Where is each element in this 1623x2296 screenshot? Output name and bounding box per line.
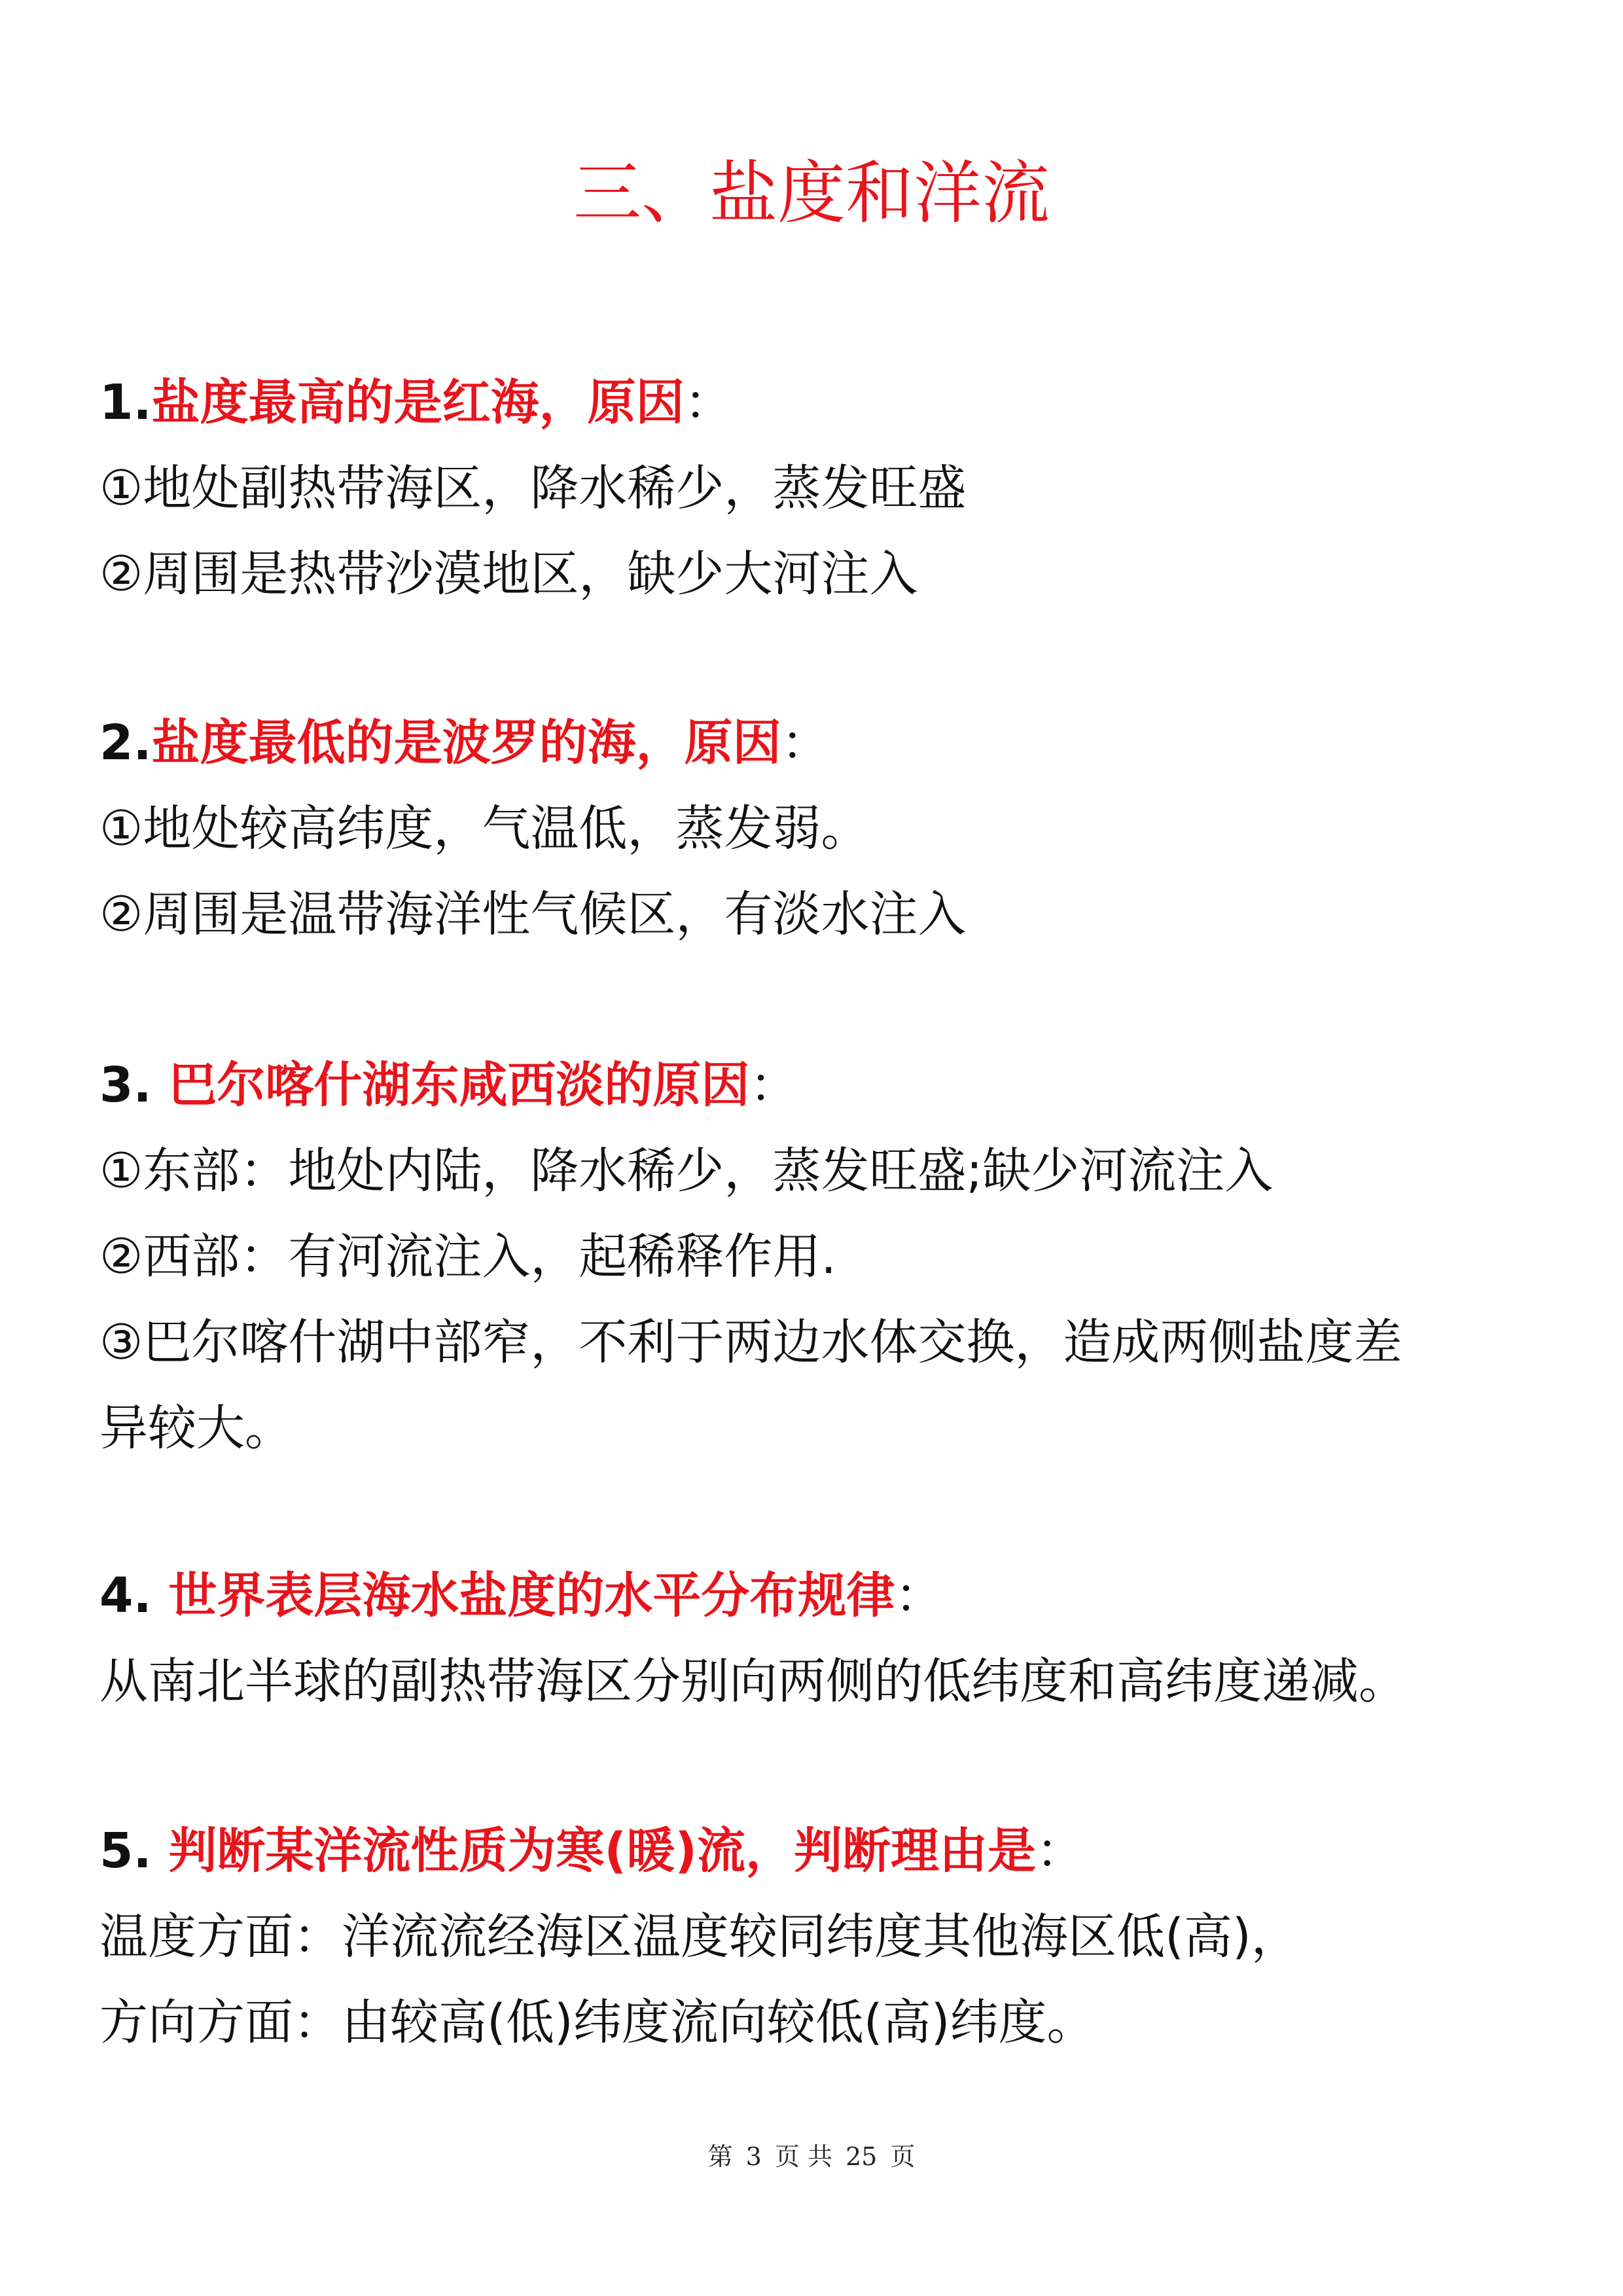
section-5-line-1: 温度方面：洋流流经海区温度较同纬度其他海区低(高)， [99, 1909, 1300, 1965]
section-3-colon: ： [749, 1057, 798, 1113]
section-1-line-1: ①地处副热带海区，降水稀少，蒸发旺盛 [99, 460, 967, 516]
section-5-heading [99, 1808, 1539, 1894]
footer-suffix: 页 [890, 2142, 916, 2171]
section-1 [99, 360, 1539, 617]
section-3-line-3: ③巴尔喀什湖中部窄，不利于两边水体交换，造成两侧盐度差 [99, 1314, 1402, 1371]
section-4-number: 4. [99, 1568, 169, 1624]
page-footer [0, 2140, 1623, 2173]
section-5 [99, 1808, 1539, 2066]
section-3-number: 3. [99, 1057, 169, 1113]
section-4 [99, 1553, 1539, 1725]
section-1-title: 盐度最高的是红海，原因 [151, 374, 685, 431]
section-4-title: 世界表层海水盐度的水平分布规律 [168, 1568, 895, 1624]
section-3 [99, 1043, 1539, 1471]
section-2-line-2: ②周围是温带海洋性气候区，有淡水注入 [99, 886, 967, 942]
section-2-number: 2. [99, 715, 152, 771]
section-3-line-2: ②西部：有河流注入，起稀释作用. [99, 1229, 836, 1285]
section-2-line-1: ①地处较高纬度，气温低，蒸发弱。 [99, 800, 870, 857]
section-3-heading [99, 1043, 1539, 1128]
page-title: 三、盐度和洋流 [573, 153, 1050, 233]
section-5-title: 判断某洋流性质为寒(暖)流，判断理由是 [168, 1823, 1037, 1879]
section-2 [99, 700, 1539, 958]
footer-prefix: 第 [707, 2142, 733, 2171]
section-3-line-4: 异较大。 [99, 1400, 293, 1456]
section-1-number: 1. [99, 374, 152, 431]
footer-mid: 页 共 [774, 2142, 832, 2171]
section-3-title: 巴尔喀什湖东咸西淡的原因 [168, 1057, 750, 1113]
footer-page-number: 3 [745, 2142, 762, 2171]
section-2-heading [99, 700, 1539, 786]
section-4-colon: ： [895, 1568, 944, 1624]
footer-total-pages: 25 [845, 2142, 878, 2171]
section-3-line-1: ①东部：地处内陆，降水稀少，蒸发旺盛;缺少河流注入 [99, 1143, 1274, 1199]
section-2-title: 盐度最低的是波罗的海，原因 [151, 715, 781, 771]
section-1-heading [99, 360, 1539, 446]
section-5-colon: ： [1036, 1823, 1085, 1879]
section-4-line-1: 从南北半球的副热带海区分别向两侧的低纬度和高纬度递减。 [99, 1653, 1407, 1710]
section-4-heading [99, 1553, 1539, 1639]
section-2-colon: ： [781, 715, 830, 771]
section-1-colon: ： [684, 374, 733, 431]
section-1-line-2: ②周围是热带沙漠地区，缺少大河注入 [99, 546, 918, 602]
section-5-line-2: 方向方面：由较高(低)纬度流向较低(高)纬度。 [99, 1994, 1096, 2051]
section-5-number: 5. [99, 1823, 169, 1879]
